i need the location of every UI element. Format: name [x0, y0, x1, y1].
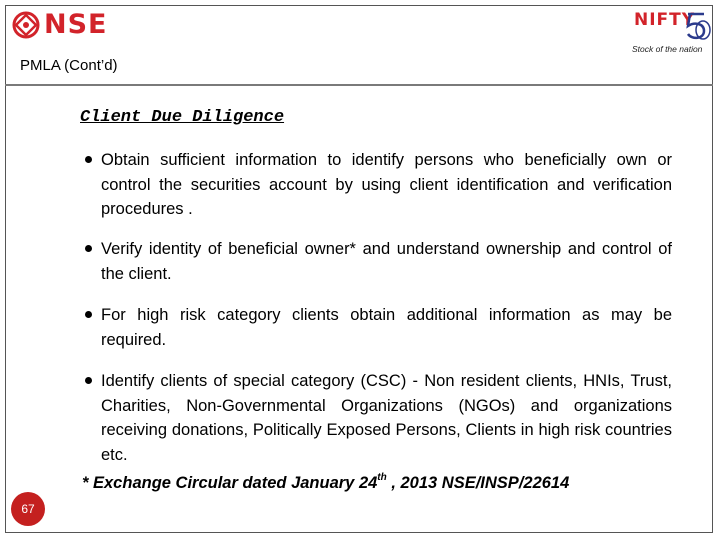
list-item — [84, 237, 672, 286]
bullet-text: For high risk category clients obtain additional information as may be required. — [101, 306, 672, 349]
nifty50-logo — [630, 8, 714, 56]
bullet-icon — [85, 156, 92, 163]
footnote-superscript: th — [377, 472, 387, 483]
page-number-badge: 67 — [11, 492, 45, 526]
footnote — [82, 472, 569, 494]
bullet-text: Obtain sufficient information to identify persons who beneficially own or control the securities account by using client identification and verification procedures . — [101, 151, 672, 218]
header-divider — [5, 84, 713, 86]
bullet-icon — [85, 377, 92, 384]
bullet-text: Identify clients of special category (CSC) - Non resident clients, HNIs, Trust, Charities, Non-Governmental Organizations (NGOs) and organizations receiving donations, Politically Exposed Persons, Clients in high risk countries etc. — [101, 372, 672, 464]
bullet-icon — [85, 311, 92, 318]
section-heading: Client Due Diligence — [80, 108, 285, 127]
nse-emblem-icon — [12, 11, 40, 39]
list-item — [84, 303, 672, 352]
footnote-prefix: * Exchange Circular dated January 24 — [82, 474, 378, 492]
nifty-tagline: Stock of the nation — [632, 44, 703, 54]
bullet-icon — [85, 245, 92, 252]
nse-logo — [12, 9, 108, 41]
nse-logo-text: NSE — [44, 9, 108, 40]
footnote-suffix: , 2013 NSE/INSP/22614 — [386, 474, 570, 492]
list-item — [84, 369, 672, 467]
bullet-text: Verify identity of beneficial owner* and understand ownership and control of the client. — [101, 240, 672, 283]
slide-title: PMLA (Cont’d) — [20, 57, 118, 74]
list-item — [84, 148, 672, 222]
nifty-logo-text: NIFTY — [634, 10, 696, 30]
fifty-swirl-icon — [682, 10, 712, 42]
